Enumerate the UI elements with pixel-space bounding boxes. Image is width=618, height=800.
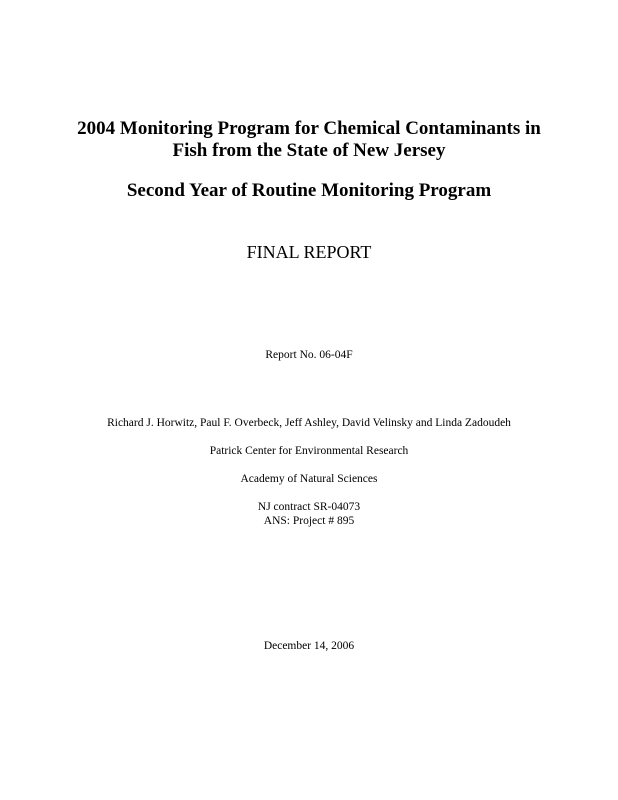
project-number: ANS: Project # 895: [263, 515, 355, 527]
report-number: Report No. 06-04F: [265, 349, 353, 361]
authors: Richard J. Horwitz, Paul F. Overbeck, Jeff Ashley, David Velinsky and Linda Zadoudeh: [107, 417, 511, 429]
research-center: Patrick Center for Environmental Research: [209, 445, 409, 457]
report-type: FINAL REPORT: [246, 242, 372, 262]
academy: Academy of Natural Sciences: [240, 473, 378, 485]
report-subtitle: Second Year of Routine Monitoring Program: [126, 180, 492, 201]
report-title-line-1: 2004 Monitoring Program for Chemical Contaminants in: [77, 118, 541, 139]
contract-number: NJ contract SR-04073: [257, 501, 361, 513]
report-title-line-2: Fish from the State of New Jersey: [172, 140, 446, 161]
report-date: December 14, 2006: [263, 640, 355, 652]
